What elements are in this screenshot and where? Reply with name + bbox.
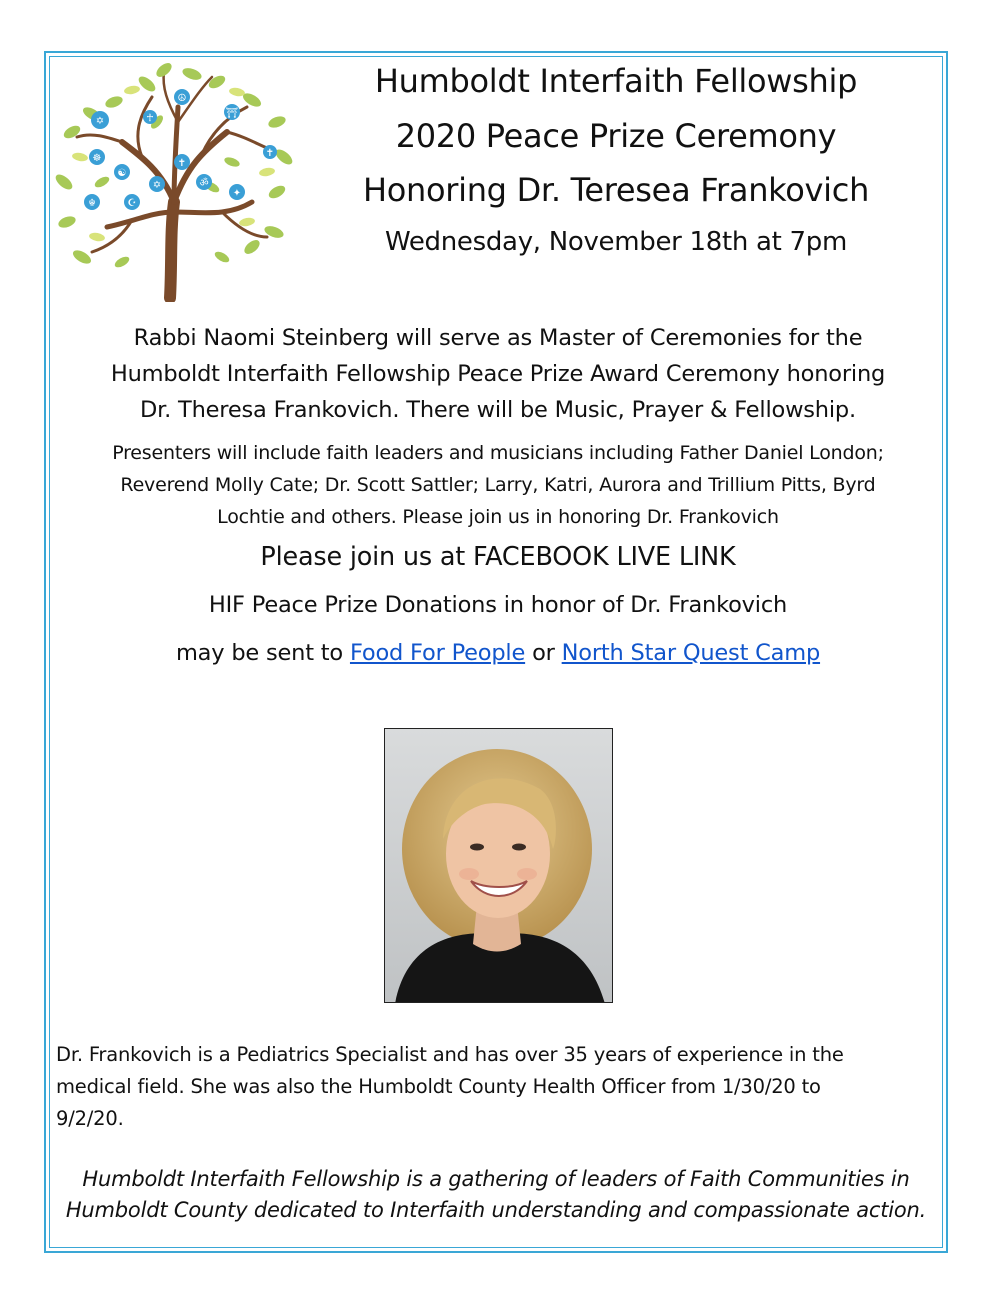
north-star-quest-camp-link[interactable]: North Star Quest Camp — [561, 640, 821, 666]
bio-line: medical field. She was also the Humboldt County Health Officer from 1/30/20 to — [56, 1075, 821, 1098]
svg-text:☯: ☯ — [117, 168, 127, 179]
svg-text:☥: ☥ — [146, 113, 154, 124]
svg-text:☮: ☮ — [177, 93, 187, 104]
svg-text:✡: ✡ — [95, 116, 105, 127]
svg-text:☬: ☬ — [88, 198, 96, 209]
svg-text:✝: ✝ — [265, 148, 275, 159]
svg-text:☸: ☸ — [92, 153, 102, 164]
tagline-line: Humboldt Interfaith Fellowship is a gathering of leaders of Faith Communities in — [82, 1167, 910, 1191]
fellowship-tagline — [56, 1164, 936, 1226]
donations-recipients — [60, 640, 936, 666]
bio-paragraph — [56, 1039, 916, 1135]
presenters-line: Reverend Molly Cate; Dr. Scott Sattler; Larry, Katri, Aurora and Trillium Pitts, Byrd — [120, 474, 876, 496]
svg-text:ॐ: ॐ — [199, 178, 209, 189]
portrait-photo — [384, 728, 613, 1003]
intro-line: Rabbi Naomi Steinberg will serve as Master of Ceremonies for the — [133, 325, 863, 351]
donations-line: HIF Peace Prize Donations in honor of Dr. Frankovich — [208, 592, 788, 618]
bio-line: Dr. Frankovich is a Pediatrics Specialist and has over 35 years of experience in the — [56, 1043, 844, 1066]
tagline-line: Humboldt County dedicated to Interfaith understanding and compassionate action. — [65, 1198, 927, 1222]
event-date: Wednesday, November 18th at 7pm — [384, 227, 848, 257]
intro-line: Humboldt Interfaith Fellowship Peace Prize Award Ceremony honoring — [110, 361, 886, 387]
food-for-people-link[interactable]: Food For People — [349, 640, 526, 666]
header-title-line1: Humboldt Interfaith Fellowship — [374, 62, 858, 100]
svg-text:✡: ✡ — [152, 180, 162, 191]
facebook-live-line: Please join us at FACEBOOK LIVE LINK — [260, 542, 736, 572]
donations-or: or — [525, 640, 562, 666]
intro-line: Dr. Theresa Frankovich. There will be Music, Prayer & Fellowship. — [140, 397, 856, 423]
header-title-line3: Honoring Dr. Teresea Frankovich — [362, 171, 870, 209]
bio-line: 9/2/20. — [56, 1107, 124, 1130]
svg-text:☪: ☪ — [127, 198, 137, 209]
svg-text:✝: ✝ — [177, 158, 187, 169]
header-title-line2: 2020 Peace Prize Ceremony — [395, 117, 837, 155]
presenters-line: Lochtie and others. Please join us in honoring Dr. Frankovich — [217, 506, 779, 528]
intro-paragraph — [60, 320, 936, 428]
presenters-paragraph — [60, 437, 936, 533]
donations-prefix: may be sent to — [175, 640, 350, 666]
svg-text:⛩: ⛩ — [225, 108, 239, 119]
presenters-line: Presenters will include faith leaders and musicians including Father Daniel London; — [112, 442, 884, 464]
interfaith-tree-logo-icon — [52, 62, 296, 302]
svg-text:✦: ✦ — [232, 188, 242, 199]
